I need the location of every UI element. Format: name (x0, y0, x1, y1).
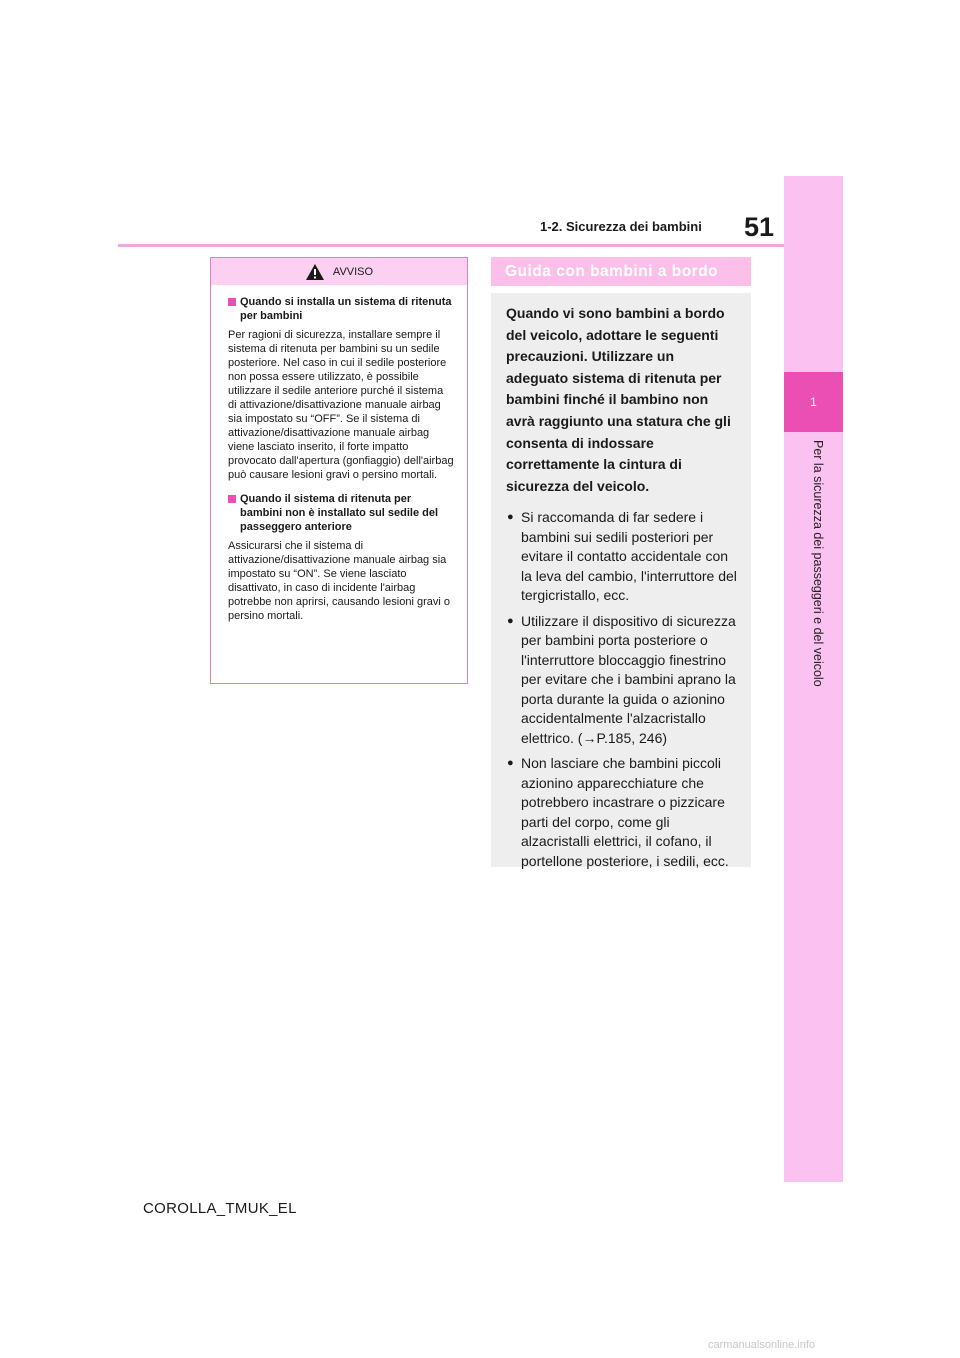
chapter-label: Per la sicurezza dei passeggeri e del veicolo (811, 440, 825, 687)
header-rule (118, 244, 784, 247)
bullet-dot-icon: ● (507, 614, 514, 627)
warning-header (211, 258, 467, 285)
warning-body (211, 285, 467, 623)
chapter-number-box: 1 (784, 372, 843, 432)
guide-intro: Quando vi sono bambini a bordo del veicolo, adottare le seguenti precauzioni. Utilizzare un adeguato sistema di ritenuta per bambini finché il bambino non avrà raggiunto una statura che gli consenta di indossare correttamente la cintura di sicurezza del veicolo. (506, 305, 731, 494)
square-bullet-icon (228, 298, 236, 306)
section-title: 1-2. Sicurezza dei bambini (540, 219, 702, 234)
warning-heading-text: Quando il sistema di ritenuta per bambini non è installato sul sedile del passeggero anteriore (240, 493, 439, 533)
list-item-text: Si raccomanda di far sedere i bambini sui sedili posteriori per evitare il contatto accidentale con la leva del cambio, l'interruttore del tergicristallo, ecc. (521, 509, 737, 604)
document-code: COROLLA_TMUK_EL (143, 1200, 297, 1217)
list-item (506, 508, 739, 606)
list-item (506, 754, 739, 871)
list-item-text: Non lasciare che bambini piccoli azionino apparecchiature che potrebbero incastrare o pizzicare parti del corpo, come gli alzacristalli elettrici, il cofano, il portellone posteriore, i sedili, ecc. (521, 755, 729, 869)
bullet-dot-icon: ● (507, 757, 514, 770)
warning-box (210, 257, 468, 684)
warning-section-heading (228, 295, 454, 323)
warning-paragraph: Assicurarsi che il sistema di attivazione/disattivazione manuale airbag sia impostato su “ON”. Se viene lasciato disattivato, in caso di incidente l'airbag potrebbe non aprirsi, causando lesioni gravi o persino mortali. (228, 540, 450, 622)
warning-title: AVVISO (332, 265, 374, 278)
warning-triangle-icon (305, 263, 325, 281)
guide-panel (491, 293, 751, 867)
warning-section-heading (228, 492, 454, 534)
page-number: 51 (744, 212, 775, 242)
watermark: carmanualsonline.info (708, 1339, 816, 1351)
bullet-dot-icon: ● (507, 511, 514, 524)
guide-header: Guida con bambini a bordo (491, 257, 751, 286)
list-item (506, 612, 739, 749)
square-bullet-icon (228, 495, 236, 503)
warning-heading-text: Quando si installa un sistema di ritenuta per bambini (240, 296, 452, 322)
list-item-text: Utilizzare il dispositivo di sicurezza per bambini porta posteriore o l'interruttore bloccaggio finestrino per evitare che i bambini aprano la porta durante la guida o azionino accidentalmente l'alzacristallo elettrico. (→P.185, 246) (521, 612, 736, 746)
warning-paragraph: Per ragioni di sicurezza, installare sempre il sistema di ritenuta per bambini su un sedile posteriore. Nel caso in cui il sedile posteriore non possa essere utilizzato, è possibile utilizzare il sedile anteriore purché il sistema di attivazione/disattivazione manuale airbag sia impostato su “OFF”. Se il sistema di attivazione/disattivazione manuale airbag viene lasciato inserito, il forte impatto provocato dall'apertura (gonfiaggio) dell'airbag può causare lesioni gravi o persino mortali. (228, 329, 454, 481)
